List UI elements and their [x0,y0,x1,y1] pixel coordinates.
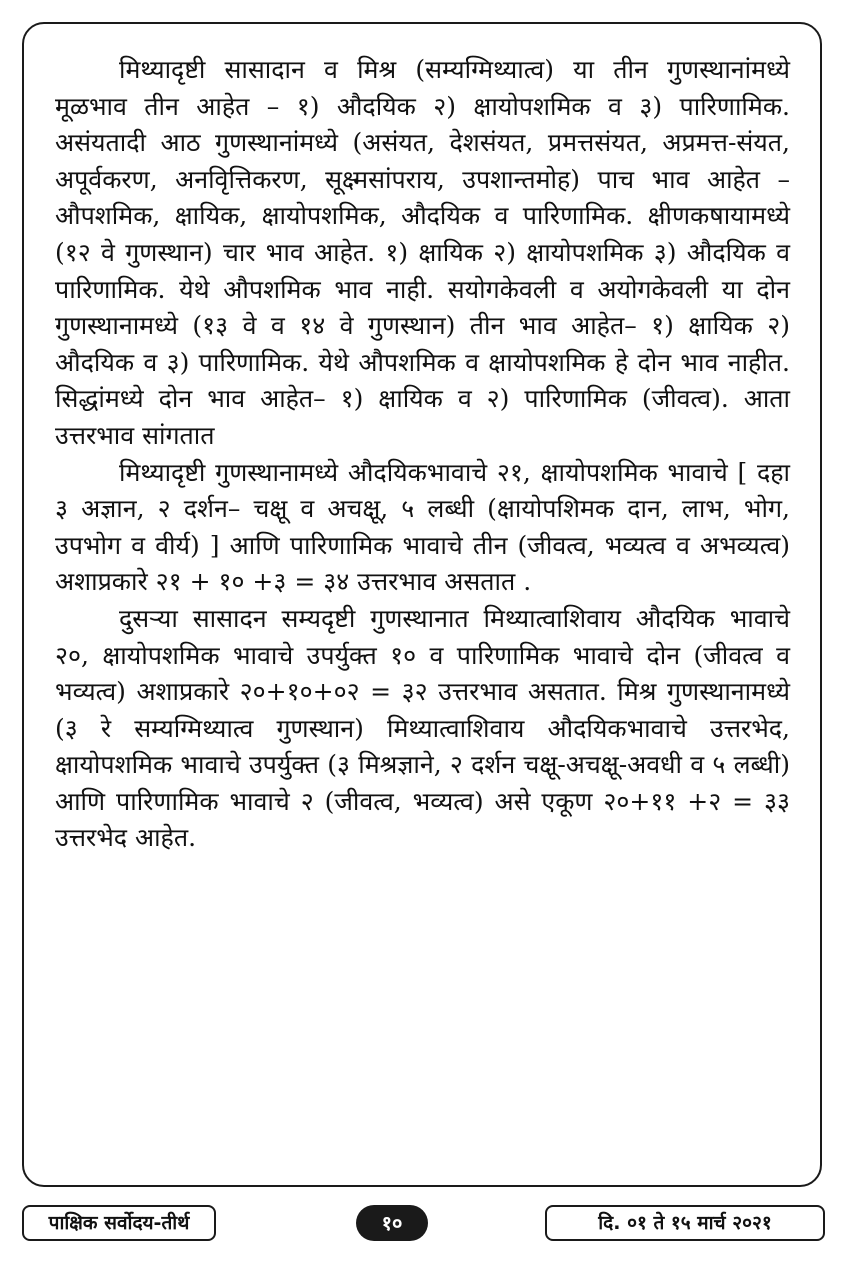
paragraph-1: मिथ्यादृष्टी सासादान व मिश्र (सम्यग्मिथ्यात्व) या तीन गुणस्थानांमध्ये मूळभाव तीन आहेत – १) औदयिक २) क्षायोपशमिक व ३) पारिणामिक. असंयतादी आठ गुणस्थानांमध्ये (असंयत, देशसंयत, प्रमत्तसंयत, अप्रमत्त-संयत, अपूर्वकरण, अनवृित्तिकरण, सूक्ष्मसांपराय, उपशान्तमोह) पाच भाव आहेत – औपशमिक, क्षायिक, क्षायोपशमिक, औदयिक व पारिणामिक. क्षीणकषायामध्ये (१२ वे गुणस्थान) चार भाव आहेत. १) क्षायिक २) क्षायोपशमिक ३) औदयिक व पारिणामिक. येथे औपशमिक भाव नाही. सयोगकेवली व अयोगकेवली या दोन गुणस्थानामध्ये (१३ वे व १४ वे गुणस्थान) तीन भाव आहेत– १) क्षायिक २) औदयिक व ३) पारिणामिक. येथे औपशमिक व क्षायोपशमिक हे दोन भाव नाहीत. सिद्धांमध्ये दोन भाव आहेत– १) क्षायिक व २) पारिणामिक (जीवत्व). आता उत्तरभाव सांगतात [55,55,790,450]
paragraph-3: दुसऱ्या सासादन सम्यदृष्टी गुणस्थानात मिथ्यात्वाशिवाय औदयिक भावाचे २०, क्षायोपशमिक भावाचे उपर्युक्त १० व पारिणामिक भावाचे दोन (जीवत्व व भव्यत्व) अशाप्रकारे २०+१०+०२ = ३२ उत्तरभाव असतात. मिश्र गुणस्थानामध्ये (३ रे सम्यग्मिथ्यात्व गुणस्थान) मिथ्यात्वाशिवाय औदयिकभावाचे उत्तरभेद, क्षायोपशमिक भावाचे उपर्युक्त (३ मिश्रज्ञाने, २ दर्शन चक्षू-अचक्षू-अवधी व ५ लब्धी) आणि पारिणामिक भावाचे २ (जीवत्व, भव्यत्व) असे एकूण २०+११ +२ = ३३ उत्तरभेद आहेत. [55,603,790,853]
page-number: १० [356,1205,428,1241]
publication-name: पाक्षिक सर्वोदय-तीर्थ [22,1205,216,1241]
issue-date: दि. ०१ ते १५ मार्च २०२१ [545,1205,825,1241]
page-body [55,52,790,857]
page-footer [0,1205,850,1245]
paragraph-2: मिथ्यादृष्टी गुणस्थानामध्ये औदयिकभावाचे २१, क्षायोपशमिक भावाचे [ दहा ३ अज्ञान, २ दर्शन– चक्षू व अचक्षू, ५ लब्धी (क्षायोपशिमक दान, लाभ, भोग, उपभोग व वीर्य) ] आणि पारिणामिक भावाचे तीन (जीवत्व, भव्यत्व व अभव्यत्व) अशाप्रकारे २१ + १० +३ = ३४ उत्तरभाव असतात . [55,457,790,597]
